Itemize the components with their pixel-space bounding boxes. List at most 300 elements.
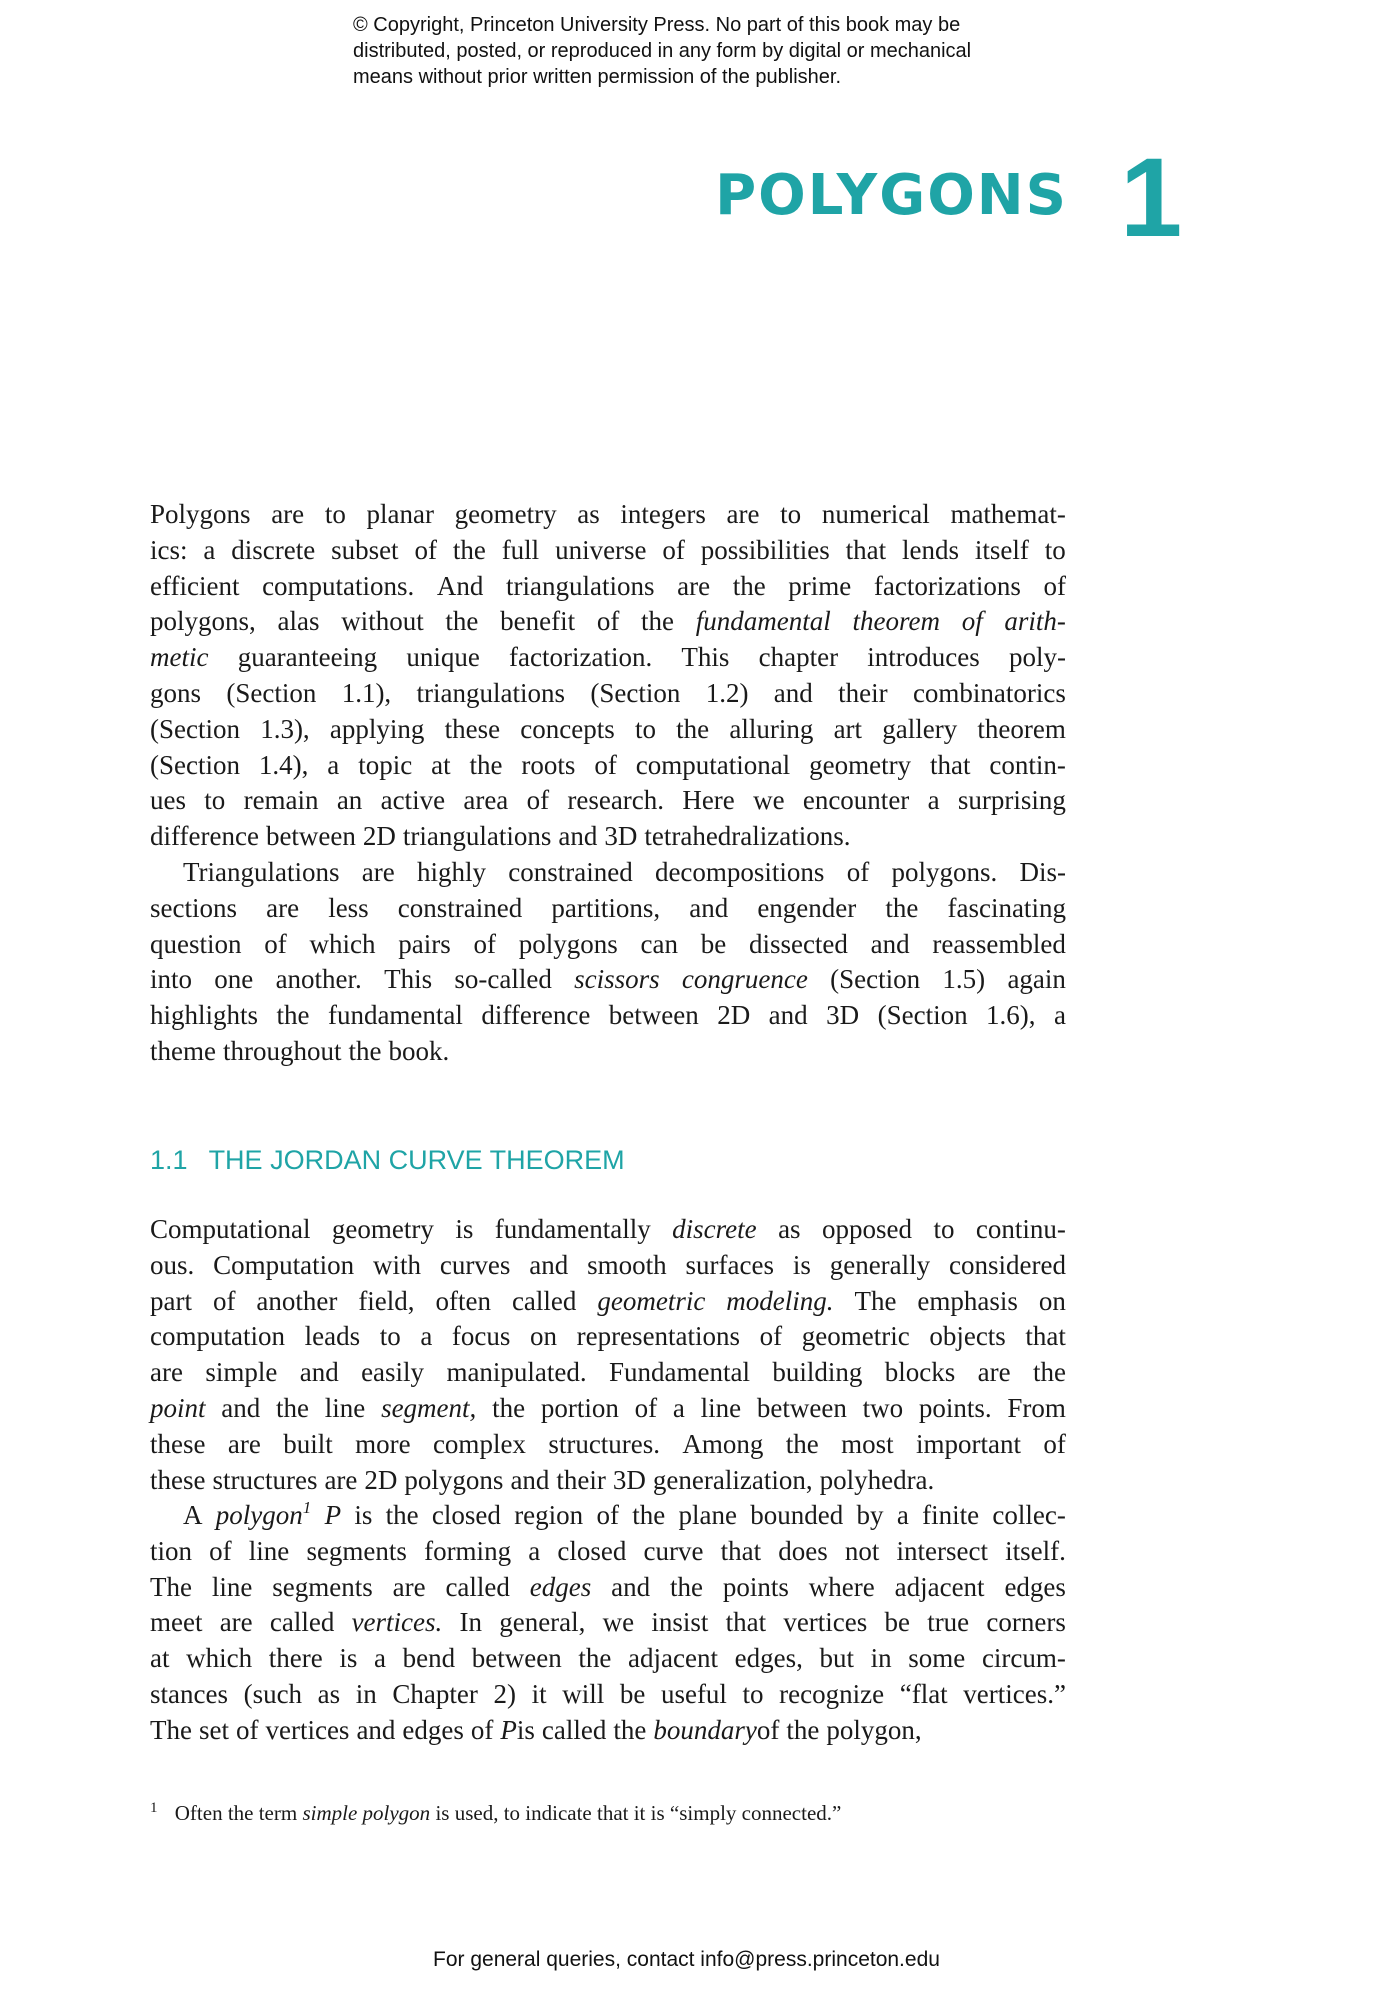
word: corners bbox=[986, 1607, 1066, 1638]
word: throughout bbox=[222, 1035, 342, 1066]
footer-notice: For general queries, contact info@press.princeton.edu bbox=[433, 1948, 940, 1971]
word: polygons, bbox=[150, 606, 256, 637]
copyright-notice bbox=[353, 12, 1073, 90]
word: set bbox=[198, 1714, 229, 1745]
word: and bbox=[356, 1714, 396, 1745]
word: sections bbox=[150, 892, 237, 923]
word: the bbox=[613, 1714, 647, 1745]
word: of bbox=[756, 1714, 780, 1745]
word: to bbox=[933, 1214, 955, 1244]
word: efficient bbox=[150, 570, 240, 601]
word: there bbox=[268, 1643, 323, 1674]
word: and bbox=[689, 892, 729, 923]
text-line bbox=[150, 1248, 1066, 1284]
word: can bbox=[640, 928, 678, 959]
word: factorizations bbox=[873, 570, 1021, 601]
word: collec- bbox=[992, 1500, 1066, 1530]
word: book. bbox=[388, 1035, 450, 1066]
word: pairs bbox=[398, 928, 451, 959]
word: polyhedra. bbox=[819, 1464, 935, 1495]
word: 3D bbox=[826, 1000, 860, 1031]
word: important bbox=[916, 1428, 1022, 1459]
word: fundamental bbox=[695, 606, 831, 637]
word: of bbox=[473, 928, 496, 959]
word: edges bbox=[529, 1571, 592, 1602]
word: smooth bbox=[587, 1249, 667, 1280]
text-line bbox=[150, 533, 1066, 569]
word: 1.5) bbox=[942, 964, 986, 995]
word: between bbox=[608, 1000, 699, 1031]
word: forming bbox=[424, 1535, 512, 1566]
word: adjacent bbox=[628, 1643, 718, 1674]
word: between bbox=[756, 1392, 847, 1423]
word: the bbox=[676, 713, 710, 744]
word: less bbox=[328, 892, 369, 923]
word: another bbox=[256, 1285, 338, 1316]
footnote-mark: 1 bbox=[150, 1800, 158, 1816]
word: are bbox=[150, 1357, 183, 1388]
word: (Section bbox=[877, 1000, 968, 1031]
word: of bbox=[596, 606, 620, 637]
word: introduces bbox=[867, 642, 980, 673]
word: by bbox=[856, 1500, 884, 1530]
word: be bbox=[619, 1678, 646, 1709]
word: Computation bbox=[213, 1249, 355, 1280]
word: From bbox=[1007, 1392, 1066, 1423]
word: of bbox=[264, 928, 287, 959]
word: tion bbox=[150, 1535, 193, 1566]
word: subset bbox=[331, 534, 399, 565]
word: integers bbox=[620, 499, 706, 529]
word: 3D bbox=[612, 1464, 646, 1495]
word: in bbox=[355, 1678, 377, 1709]
word: polygon, bbox=[826, 1714, 922, 1745]
word: vertices bbox=[783, 1607, 868, 1638]
copyright-line: © Copyright, Princeton University Press. No part of this book may be bbox=[353, 14, 961, 36]
word: edges, bbox=[734, 1643, 803, 1674]
word: 1.4), bbox=[258, 749, 309, 780]
word: ues bbox=[150, 785, 186, 816]
word: general, bbox=[499, 1607, 586, 1638]
word: ics: bbox=[150, 534, 188, 565]
word: called bbox=[269, 1607, 335, 1638]
word: concepts bbox=[520, 713, 615, 744]
word: that bbox=[725, 1607, 767, 1638]
word: more bbox=[355, 1428, 411, 1459]
chapter-title: POLYGONS bbox=[715, 163, 1068, 228]
word: the bbox=[385, 1500, 419, 1530]
word: the bbox=[578, 1643, 612, 1674]
chapter-number: 1 bbox=[1120, 135, 1183, 260]
word: and bbox=[773, 677, 813, 708]
word: continu- bbox=[975, 1214, 1066, 1244]
word: planar bbox=[366, 499, 434, 529]
word: intersect bbox=[896, 1535, 988, 1566]
word: research. bbox=[567, 785, 665, 816]
word: and bbox=[510, 1464, 550, 1495]
word: are bbox=[392, 1571, 426, 1602]
word: curve bbox=[643, 1535, 704, 1566]
word: vertices bbox=[265, 1714, 350, 1745]
word: these bbox=[444, 713, 501, 744]
text-line bbox=[150, 604, 1066, 640]
word: of bbox=[1043, 1428, 1066, 1459]
word: the bbox=[348, 1035, 382, 1066]
word: circum- bbox=[981, 1643, 1066, 1674]
word: remain bbox=[243, 785, 319, 816]
text-line bbox=[150, 1605, 1066, 1641]
word: part bbox=[150, 1285, 192, 1316]
word: blocks bbox=[884, 1357, 956, 1388]
word: most bbox=[841, 1428, 894, 1459]
word: 1.1), bbox=[341, 677, 392, 708]
word: theorem bbox=[977, 713, 1066, 744]
word: to bbox=[1044, 534, 1066, 565]
word: The bbox=[150, 1714, 192, 1745]
word: triangulations bbox=[402, 821, 552, 852]
word: are bbox=[726, 499, 760, 529]
word: surfaces bbox=[685, 1249, 774, 1280]
word: often bbox=[435, 1285, 491, 1316]
word: triangulations bbox=[416, 677, 566, 708]
word: highlights bbox=[150, 1000, 259, 1031]
word: of bbox=[961, 606, 983, 637]
word: mathemat- bbox=[950, 499, 1066, 529]
word: structures bbox=[212, 1464, 318, 1495]
word: will bbox=[562, 1678, 605, 1709]
word: simple bbox=[205, 1357, 278, 1388]
word: the bbox=[1033, 1357, 1066, 1388]
word: factorization. bbox=[509, 642, 653, 673]
word: discrete bbox=[672, 1214, 757, 1244]
word: to bbox=[204, 785, 226, 816]
word: difference bbox=[481, 1000, 591, 1031]
word: question bbox=[150, 928, 242, 959]
word: finite bbox=[922, 1500, 980, 1530]
word: line bbox=[700, 1392, 742, 1423]
text-line bbox=[150, 676, 1066, 712]
word: itself. bbox=[1005, 1535, 1066, 1566]
text-line bbox=[150, 1319, 1066, 1355]
word: not bbox=[844, 1535, 880, 1566]
word: and bbox=[529, 1249, 569, 1280]
text-line bbox=[150, 783, 1066, 819]
word: is bbox=[339, 1643, 358, 1674]
word: segment, bbox=[381, 1392, 477, 1423]
footnote-text-after: is used, to indicate that it is “simply connected.” bbox=[435, 1801, 842, 1825]
word: 2D bbox=[717, 1000, 751, 1031]
text-line bbox=[150, 927, 1066, 963]
word: decompositions bbox=[654, 857, 825, 887]
word: a bbox=[327, 749, 340, 780]
word: a bbox=[203, 534, 216, 565]
word: plane bbox=[678, 1500, 737, 1530]
word: where bbox=[808, 1571, 875, 1602]
word: that bbox=[845, 534, 887, 565]
word: portion bbox=[540, 1392, 619, 1423]
word: Chapter bbox=[392, 1678, 478, 1709]
word: 1.3), bbox=[260, 713, 310, 744]
word: as bbox=[317, 1678, 341, 1709]
word: computations. bbox=[262, 570, 415, 601]
word: in bbox=[870, 1643, 892, 1674]
word: to bbox=[780, 499, 802, 529]
text-line bbox=[150, 1355, 1066, 1391]
text-line bbox=[150, 998, 1066, 1034]
word: and bbox=[221, 1392, 261, 1423]
word: is bbox=[455, 1214, 474, 1244]
word: 1.6), bbox=[986, 1000, 1036, 1031]
word: of bbox=[594, 749, 617, 780]
word: representations bbox=[576, 1321, 741, 1352]
text-line bbox=[150, 497, 1066, 533]
word: their bbox=[556, 1464, 606, 1495]
word: to bbox=[742, 1678, 764, 1709]
word: In bbox=[459, 1607, 482, 1638]
word: and bbox=[768, 1000, 808, 1031]
word: and bbox=[611, 1571, 651, 1602]
word: bounded bbox=[750, 1500, 844, 1530]
word: of bbox=[662, 534, 685, 565]
word: which bbox=[186, 1643, 253, 1674]
word: 2D bbox=[364, 1464, 398, 1495]
word: is bbox=[354, 1500, 373, 1530]
word: edges bbox=[1004, 1571, 1066, 1602]
word: gons bbox=[150, 677, 202, 708]
word: the bbox=[670, 1571, 704, 1602]
word: closed bbox=[557, 1535, 627, 1566]
word: region bbox=[514, 1500, 584, 1530]
word: difference bbox=[150, 821, 259, 852]
word: encounter bbox=[802, 785, 910, 816]
word: again bbox=[1007, 964, 1066, 995]
word: complex bbox=[432, 1428, 526, 1459]
word: generalization, bbox=[652, 1464, 813, 1495]
word: called bbox=[541, 1714, 607, 1745]
word: polygons. bbox=[891, 857, 998, 887]
word: geometric bbox=[801, 1321, 910, 1352]
word: between bbox=[265, 821, 356, 852]
word: of bbox=[1043, 570, 1066, 601]
text-line bbox=[150, 1212, 1066, 1248]
word: fundamentally bbox=[494, 1214, 651, 1244]
word: field, bbox=[358, 1285, 415, 1316]
word: full bbox=[501, 534, 540, 565]
word: the bbox=[885, 892, 919, 923]
word: arith- bbox=[1004, 606, 1066, 637]
word: This bbox=[384, 964, 433, 995]
word: which bbox=[309, 928, 376, 959]
word: a bbox=[528, 1535, 541, 1566]
word: chapter bbox=[758, 642, 839, 673]
word: a bbox=[672, 1392, 685, 1423]
text-line bbox=[150, 1427, 1066, 1463]
word: building bbox=[772, 1357, 863, 1388]
word: to bbox=[634, 713, 656, 744]
word: unique bbox=[406, 642, 480, 673]
word: “flat bbox=[899, 1678, 948, 1709]
word: it bbox=[531, 1678, 547, 1709]
word: into bbox=[150, 964, 193, 995]
word: structures. bbox=[548, 1428, 661, 1459]
copyright-line: distributed, posted, or reproduced in any form by digital or mechanical bbox=[353, 40, 972, 62]
word: considered bbox=[949, 1249, 1066, 1280]
text-line bbox=[150, 891, 1066, 927]
word: points. bbox=[918, 1392, 992, 1423]
word: the bbox=[786, 1714, 820, 1745]
footnote-ref: 1 bbox=[302, 1498, 312, 1517]
word: are bbox=[219, 1607, 253, 1638]
word: alas bbox=[277, 606, 320, 637]
word: and bbox=[299, 1357, 339, 1388]
word: without bbox=[341, 606, 424, 637]
word: art bbox=[833, 713, 863, 744]
word: another. bbox=[275, 964, 362, 995]
word: be bbox=[884, 1607, 910, 1638]
footnote-text-before: Often the term bbox=[174, 1801, 298, 1825]
text-line bbox=[150, 1391, 1066, 1427]
word: universe bbox=[555, 534, 647, 565]
word: of bbox=[209, 1535, 232, 1566]
word: easily bbox=[361, 1357, 425, 1388]
word: the bbox=[276, 1000, 310, 1031]
word: fascinating bbox=[947, 892, 1066, 923]
text-line bbox=[150, 1570, 1066, 1606]
intro-paragraph-2 bbox=[150, 855, 1066, 1070]
word: is bbox=[516, 1714, 535, 1745]
word: (Section bbox=[150, 713, 240, 744]
word: And bbox=[436, 570, 484, 601]
word: alluring bbox=[729, 713, 814, 744]
word: the bbox=[452, 534, 486, 565]
word: area bbox=[463, 785, 509, 816]
word: fundamental bbox=[327, 1000, 463, 1031]
word: at bbox=[150, 1643, 170, 1674]
word: guaranteeing bbox=[237, 642, 378, 673]
word: (such bbox=[243, 1678, 303, 1709]
word: Polygons bbox=[150, 499, 251, 529]
word: segments bbox=[306, 1535, 407, 1566]
word: possibilities bbox=[700, 534, 830, 565]
word: (Section bbox=[830, 964, 921, 995]
word: curves bbox=[439, 1249, 511, 1280]
word: bend bbox=[402, 1643, 456, 1674]
text-line bbox=[150, 1284, 1066, 1320]
word: and bbox=[558, 821, 598, 852]
word: that bbox=[929, 749, 971, 780]
word: polygons bbox=[518, 928, 618, 959]
copyright-line: means without prior written permission of the publisher. bbox=[353, 66, 842, 88]
text-line bbox=[150, 962, 1066, 998]
word: of bbox=[470, 1714, 494, 1745]
word: engender bbox=[757, 892, 857, 923]
word: as bbox=[577, 499, 600, 529]
word: (Section bbox=[226, 677, 317, 708]
word: scissors bbox=[574, 964, 660, 995]
word: itself bbox=[974, 534, 1029, 565]
word: theme bbox=[150, 1035, 216, 1066]
word: to bbox=[324, 499, 346, 529]
word: a bbox=[420, 1321, 433, 1352]
word: closed bbox=[431, 1500, 501, 1530]
word: the bbox=[732, 570, 766, 601]
word: geometry bbox=[331, 1214, 434, 1244]
word: of bbox=[526, 785, 550, 816]
word: contin- bbox=[989, 749, 1066, 780]
word: are bbox=[324, 1464, 358, 1495]
word: surprising bbox=[957, 785, 1066, 816]
word: This bbox=[681, 642, 730, 673]
word: to bbox=[379, 1321, 401, 1352]
word: geometric bbox=[597, 1285, 706, 1316]
word: of bbox=[235, 1714, 259, 1745]
word: prime bbox=[788, 570, 852, 601]
word: points bbox=[722, 1571, 789, 1602]
word: geometry bbox=[809, 749, 912, 780]
word: a bbox=[927, 785, 940, 816]
word: (Section bbox=[590, 677, 681, 708]
word: these bbox=[150, 1428, 206, 1459]
word: of bbox=[759, 1321, 783, 1352]
word: Fundamental bbox=[609, 1357, 751, 1388]
text-line bbox=[150, 1677, 1066, 1713]
word: on bbox=[530, 1321, 557, 1352]
word: the bbox=[445, 606, 479, 637]
word: boundary bbox=[653, 1714, 757, 1745]
body-paragraph-1 bbox=[150, 1212, 1066, 1498]
footnote-term: simple polygon bbox=[302, 1801, 431, 1825]
word: reassembled bbox=[932, 928, 1066, 959]
word: A bbox=[183, 1500, 203, 1530]
word: leads bbox=[304, 1321, 361, 1352]
text-line bbox=[150, 819, 1066, 855]
word: (Section bbox=[150, 749, 240, 780]
word: constrained bbox=[508, 857, 633, 887]
word: 2D bbox=[362, 821, 396, 852]
word: The bbox=[150, 1571, 192, 1602]
word: as bbox=[778, 1214, 801, 1244]
word: we bbox=[602, 1607, 635, 1638]
word: stances bbox=[150, 1678, 228, 1709]
word: line bbox=[324, 1392, 366, 1423]
word: line bbox=[211, 1571, 253, 1602]
word: at bbox=[431, 749, 451, 780]
word: 1.2) bbox=[705, 677, 749, 708]
word: line bbox=[248, 1535, 290, 1566]
word: of bbox=[634, 1392, 658, 1423]
word: the bbox=[492, 1392, 526, 1423]
word: ous. bbox=[150, 1249, 195, 1280]
word: opposed bbox=[822, 1214, 913, 1244]
word: that bbox=[1025, 1321, 1066, 1352]
word: adjacent bbox=[894, 1571, 985, 1602]
word: are bbox=[361, 857, 395, 887]
word: Triangulations bbox=[183, 857, 340, 887]
word: are bbox=[677, 570, 711, 601]
word: of bbox=[596, 1500, 619, 1530]
word: theorem bbox=[852, 606, 940, 637]
word: partitions, bbox=[551, 892, 661, 923]
word: computation bbox=[150, 1321, 285, 1352]
word: are bbox=[271, 499, 305, 529]
word: that bbox=[720, 1535, 762, 1566]
word: geometry bbox=[454, 499, 557, 529]
word: some bbox=[908, 1643, 966, 1674]
word: point bbox=[150, 1392, 206, 1423]
word: dissected bbox=[748, 928, 848, 959]
word: recognize bbox=[779, 1678, 885, 1709]
word: tetrahedralizations. bbox=[644, 821, 851, 852]
